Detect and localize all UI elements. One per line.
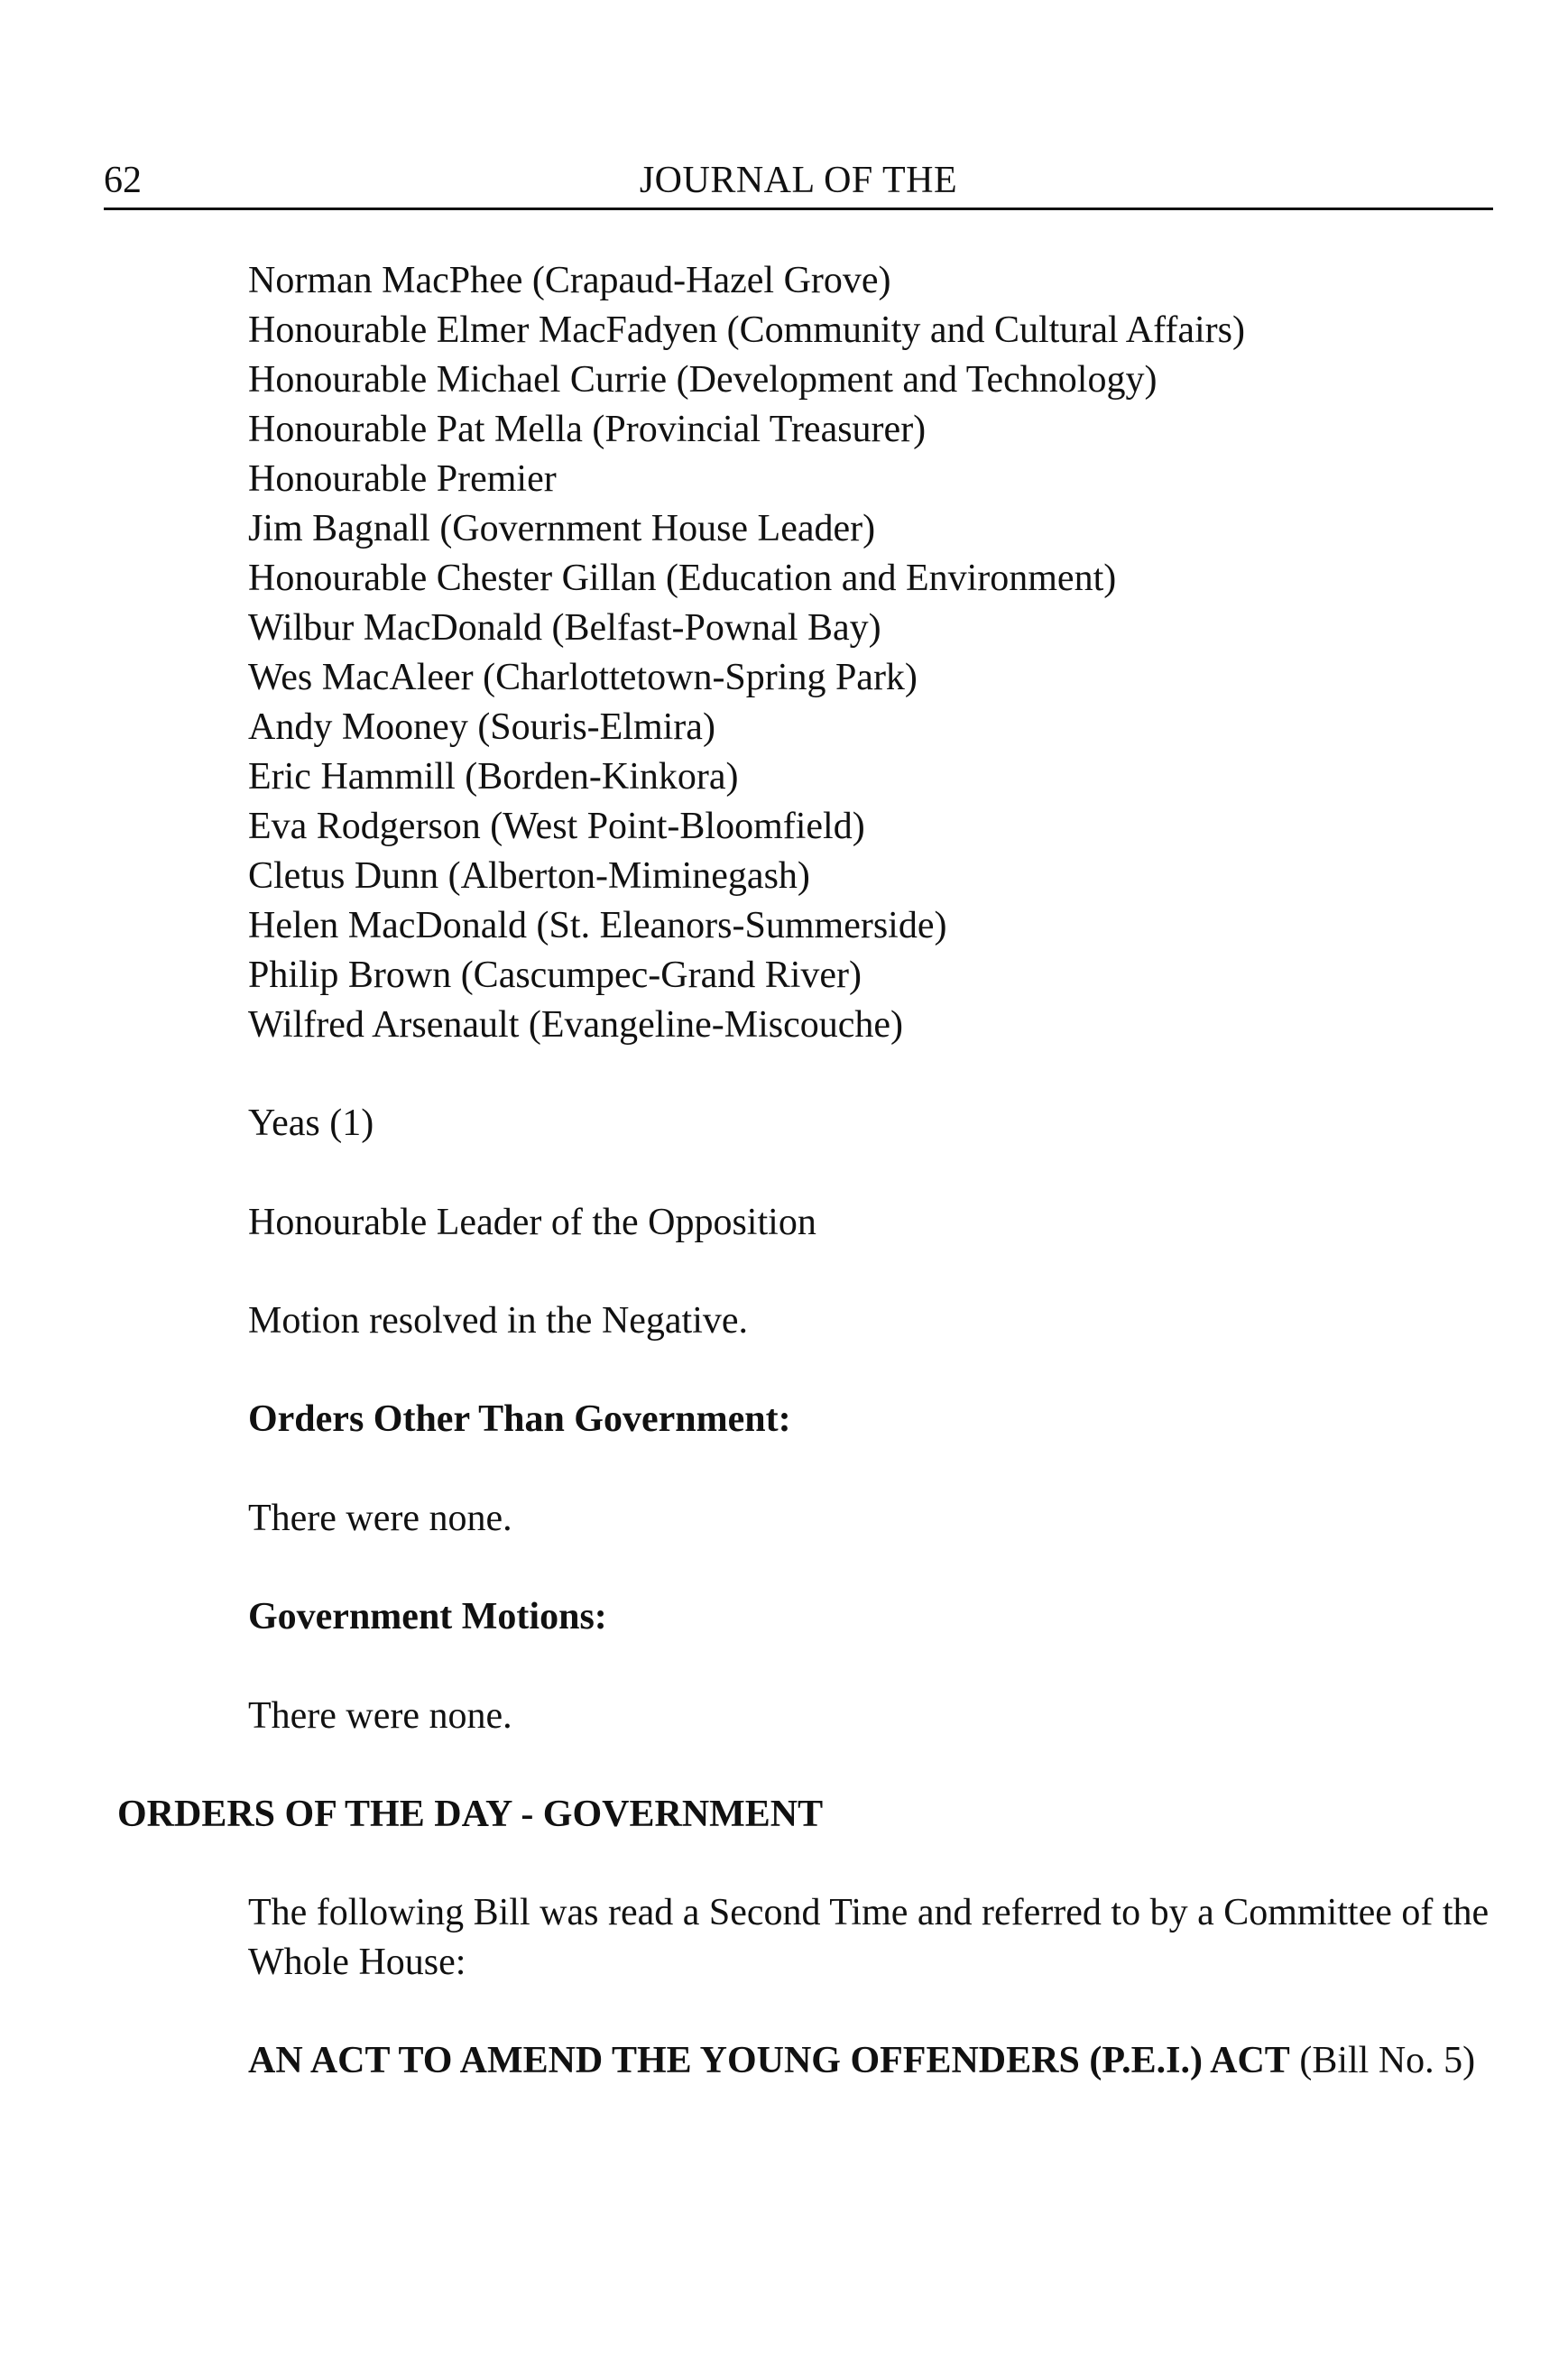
list-item: Andy Mooney (Souris-Elmira) — [248, 706, 715, 748]
bill-reading-paragraph: The following Bill was read a Second Time and referred to by a Committee of the Whole House: — [248, 1892, 1490, 1983]
orders-of-the-day-heading: ORDERS OF THE DAY - GOVERNMENT — [117, 1794, 824, 1835]
list-item: Eric Hammill (Borden-Kinkora) — [248, 756, 739, 798]
motion-result: Motion resolved in the Negative. — [248, 1300, 749, 1342]
list-item: Cletus Dunn (Alberton-Miminegash) — [248, 855, 810, 897]
nays-member-list — [248, 256, 1245, 1050]
running-title: JOURNAL OF THE — [639, 160, 958, 201]
list-item: Honourable Pat Mella (Provincial Treasurer) — [248, 409, 927, 450]
page-number: 62 — [104, 160, 142, 201]
yeas-member: Honourable Leader of the Opposition — [248, 1202, 816, 1243]
list-item: Helen MacDonald (St. Eleanors-Summerside) — [248, 905, 947, 946]
bill-paragraph — [248, 2036, 1493, 2086]
list-item: Eva Rodgerson (West Point-Bloomfield) — [248, 806, 865, 847]
list-item: Wes MacAleer (Charlottetown-Spring Park) — [248, 657, 918, 698]
yeas-heading: Yeas (1) — [248, 1102, 374, 1144]
bill-number: (Bill No. 5) — [1289, 2040, 1476, 2081]
bill-title: AN ACT TO AMEND THE YOUNG OFFENDERS (P.E.I.) ACT — [248, 2040, 1290, 2081]
list-item: Honourable Michael Currie (Development and Technology) — [248, 359, 1158, 401]
list-item: Honourable Chester Gillan (Education and Environment) — [248, 558, 1117, 599]
orders-other-heading: Orders Other Than Government: — [248, 1398, 791, 1440]
list-item: Norman MacPhee (Crapaud-Hazel Grove) — [248, 260, 891, 301]
page-header — [104, 153, 1493, 210]
list-item: Wilbur MacDonald (Belfast-Pownal Bay) — [248, 607, 881, 649]
government-motions-text: There were none. — [248, 1695, 512, 1737]
list-item: Jim Bagnall (Government House Leader) — [248, 508, 876, 549]
list-item: Honourable Premier — [248, 458, 557, 500]
orders-other-text: There were none. — [248, 1498, 512, 1539]
list-item: Philip Brown (Cascumpec-Grand River) — [248, 955, 862, 996]
list-item: Wilfred Arsenault (Evangeline-Miscouche) — [248, 1004, 904, 1046]
list-item: Honourable Elmer MacFadyen (Community and Cultural Affairs) — [248, 309, 1245, 351]
government-motions-heading: Government Motions: — [248, 1596, 607, 1637]
